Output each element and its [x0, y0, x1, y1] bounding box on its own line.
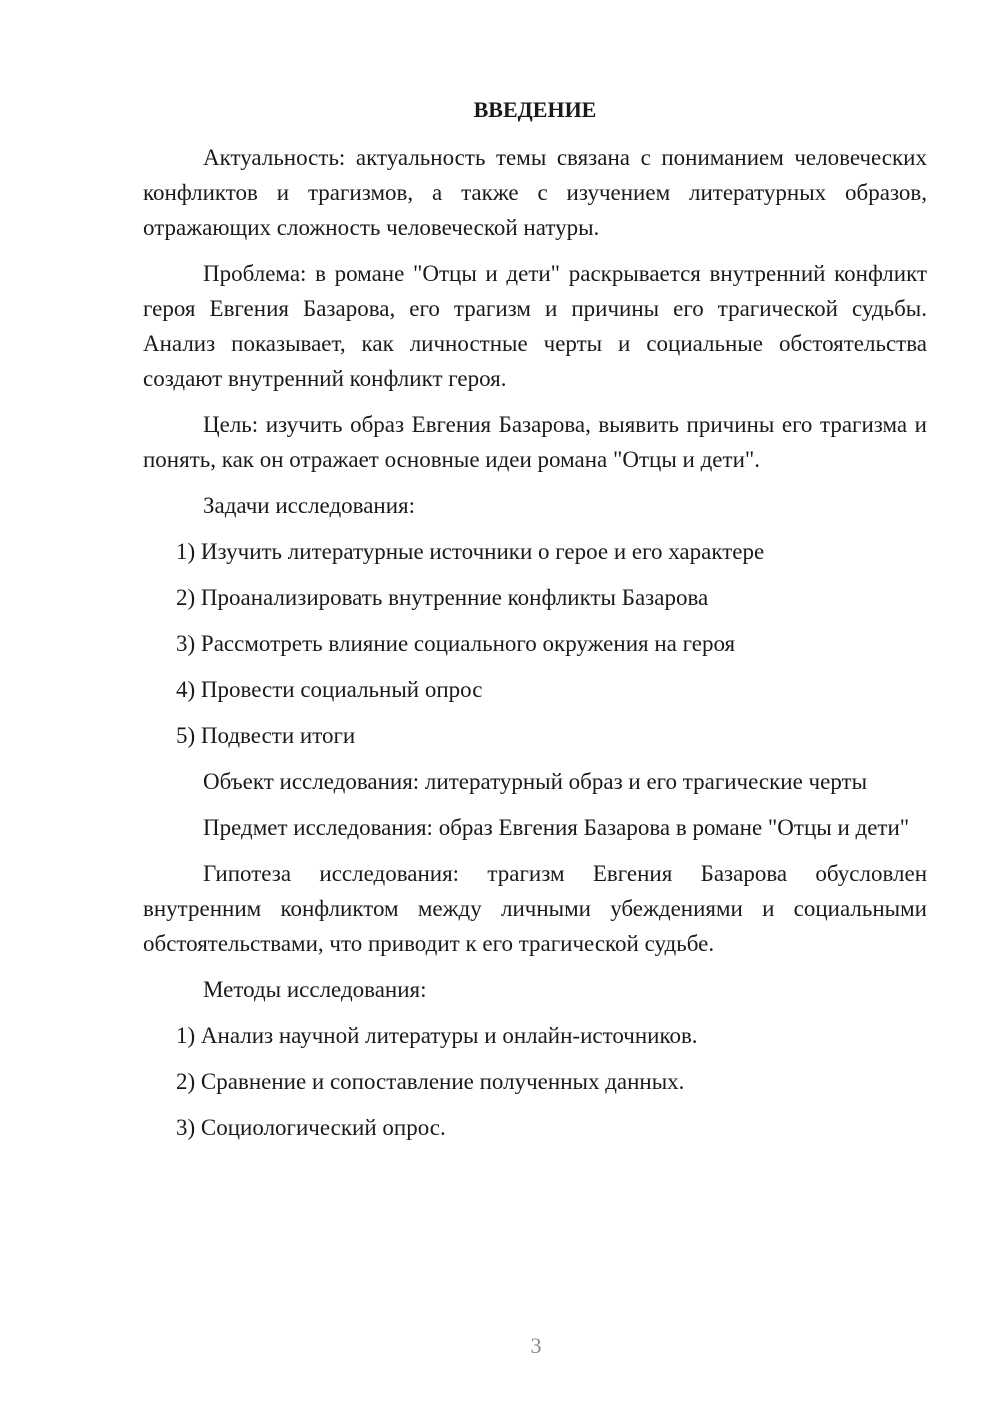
page-number: 3 — [530, 1333, 542, 1358]
hypothesis-paragraph: Гипотеза исследования: трагизм Евгения Базарова обусловлен внутренним конфликтом между личными убеждениями и социальными обстоятельствами, что приводит к его трагической судьбе. — [143, 861, 927, 956]
task-item: 2) Проанализировать внутренние конфликты Базарова — [176, 585, 709, 610]
relevance-paragraph: Актуальность: актуальность темы связана с пониманием человеческих конфликтов и трагизмов, а также с изучением литературных образов, отражающих сложность человеческой натуры. — [143, 145, 927, 240]
methods-label: Методы исследования: — [203, 977, 427, 1002]
task-item: 5) Подвести итоги — [176, 723, 356, 748]
method-item: 3) Социологический опрос. — [176, 1115, 446, 1140]
task-item: 1) Изучить литературные источники о герое и его характере — [176, 539, 765, 564]
tasks-label: Задачи исследования: — [203, 493, 416, 518]
task-item: 3) Рассмотреть влияние социального окружения на героя — [176, 631, 736, 656]
section-heading: ВВЕДЕНИЕ — [473, 97, 597, 122]
task-item: 4) Провести социальный опрос — [176, 677, 483, 702]
page-content — [143, 92, 927, 1156]
subject-paragraph: Предмет исследования: образ Евгения Базарова в романе "Отцы и дети" — [203, 815, 910, 840]
object-paragraph: Объект исследования: литературный образ и его трагические черты — [203, 769, 868, 794]
method-item: 1) Анализ научной литературы и онлайн-источников. — [176, 1023, 698, 1048]
method-item: 2) Сравнение и сопоставление полученных данных. — [176, 1069, 685, 1094]
goal-paragraph: Цель: изучить образ Евгения Базарова, выявить причины его трагизма и понять, как он отражает основные идеи романа "Отцы и дети". — [143, 412, 927, 472]
problem-paragraph: Проблема: в романе "Отцы и дети" раскрывается внутренний конфликт героя Евгения Базарова, его трагизм и причины его трагической судьбы. Анализ показывает, как личностные черты и социальные обстоятельства создают внутренний конфликт героя. — [143, 261, 927, 391]
